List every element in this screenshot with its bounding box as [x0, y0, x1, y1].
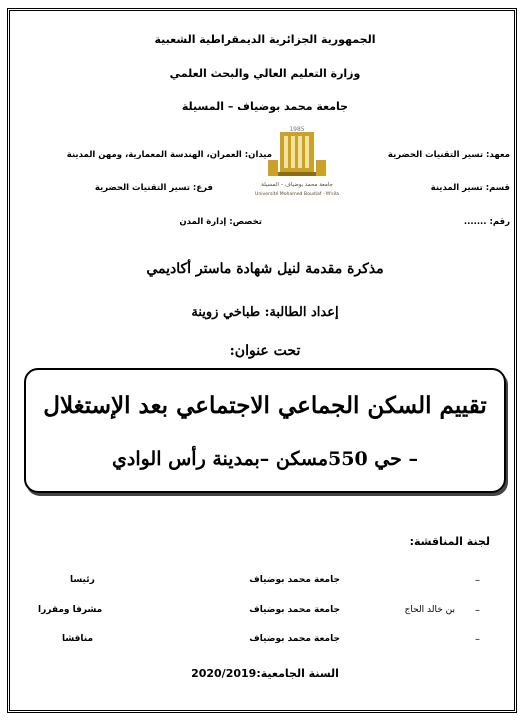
- committee-role: مشرفا ومقررا: [38, 605, 103, 615]
- committee-role: رئيسا: [70, 575, 95, 585]
- university-logo-icon: [242, 126, 346, 208]
- committee-dash: –: [475, 575, 480, 586]
- field-label: ميدان: العمران، الهندسة المعمارية، ومهن المدينة: [66, 150, 272, 160]
- degree-line: مذكرة مقدمة لنيل شهادة ماستر أكاديمي: [146, 261, 384, 277]
- committee-university: جامعة محمد بوضياف: [249, 634, 340, 644]
- university-line: جامعة محمد بوضياف – المسيلة: [181, 100, 349, 113]
- svg-text:Université Mohamed Boudiaf - M: Université Mohamed Boudiaf - M'sila: [255, 192, 339, 197]
- branch-label: فرع: تسير التقنيات الحضرية: [94, 183, 213, 193]
- specialty-label: تخصص: إدارة المدن: [179, 217, 262, 227]
- committee-university: جامعة محمد بوضياف: [249, 575, 340, 585]
- student-line: إعداد الطالبة: طباخي زوينة: [191, 305, 339, 320]
- thesis-title-box: [24, 368, 506, 493]
- svg-text:جامعة محمد بوضياف – المسيلة: جامعة محمد بوضياف – المسيلة: [261, 182, 333, 188]
- committee-heading: لجنة المناقشة:: [409, 535, 490, 548]
- committee-university: جامعة محمد بوضياف: [249, 605, 340, 615]
- institute-label: معهد: تسير التقنيات الحضرية: [387, 150, 510, 160]
- academic-year: السنة الجامعية:2020/2019: [191, 667, 339, 680]
- committee-role: مناقشا: [62, 634, 94, 644]
- under-title-line: تحت عنوان:: [229, 343, 301, 359]
- department-label: قسم: تسير المدينة: [430, 183, 510, 193]
- thesis-title: تقييم السكن الجماعي الاجتماعي بعد الإستغلال: [43, 392, 487, 419]
- thesis-subtitle: – حي 550مسكن –بمدينة رأس الوادي: [111, 448, 418, 470]
- ministry-line: وزارة التعليم العالي والبحث العلمي: [169, 67, 361, 80]
- university-logo: [242, 126, 346, 208]
- number-label: رقم: .......: [463, 217, 510, 227]
- committee-dash: –: [475, 605, 480, 616]
- committee-dash: –: [475, 634, 480, 645]
- svg-text:1985: 1985: [289, 126, 305, 133]
- republic-line: الجمهورية الجزائرية الديمقراطية الشعبية: [154, 33, 376, 46]
- committee-member-name: بن خالد الحاج: [404, 605, 455, 615]
